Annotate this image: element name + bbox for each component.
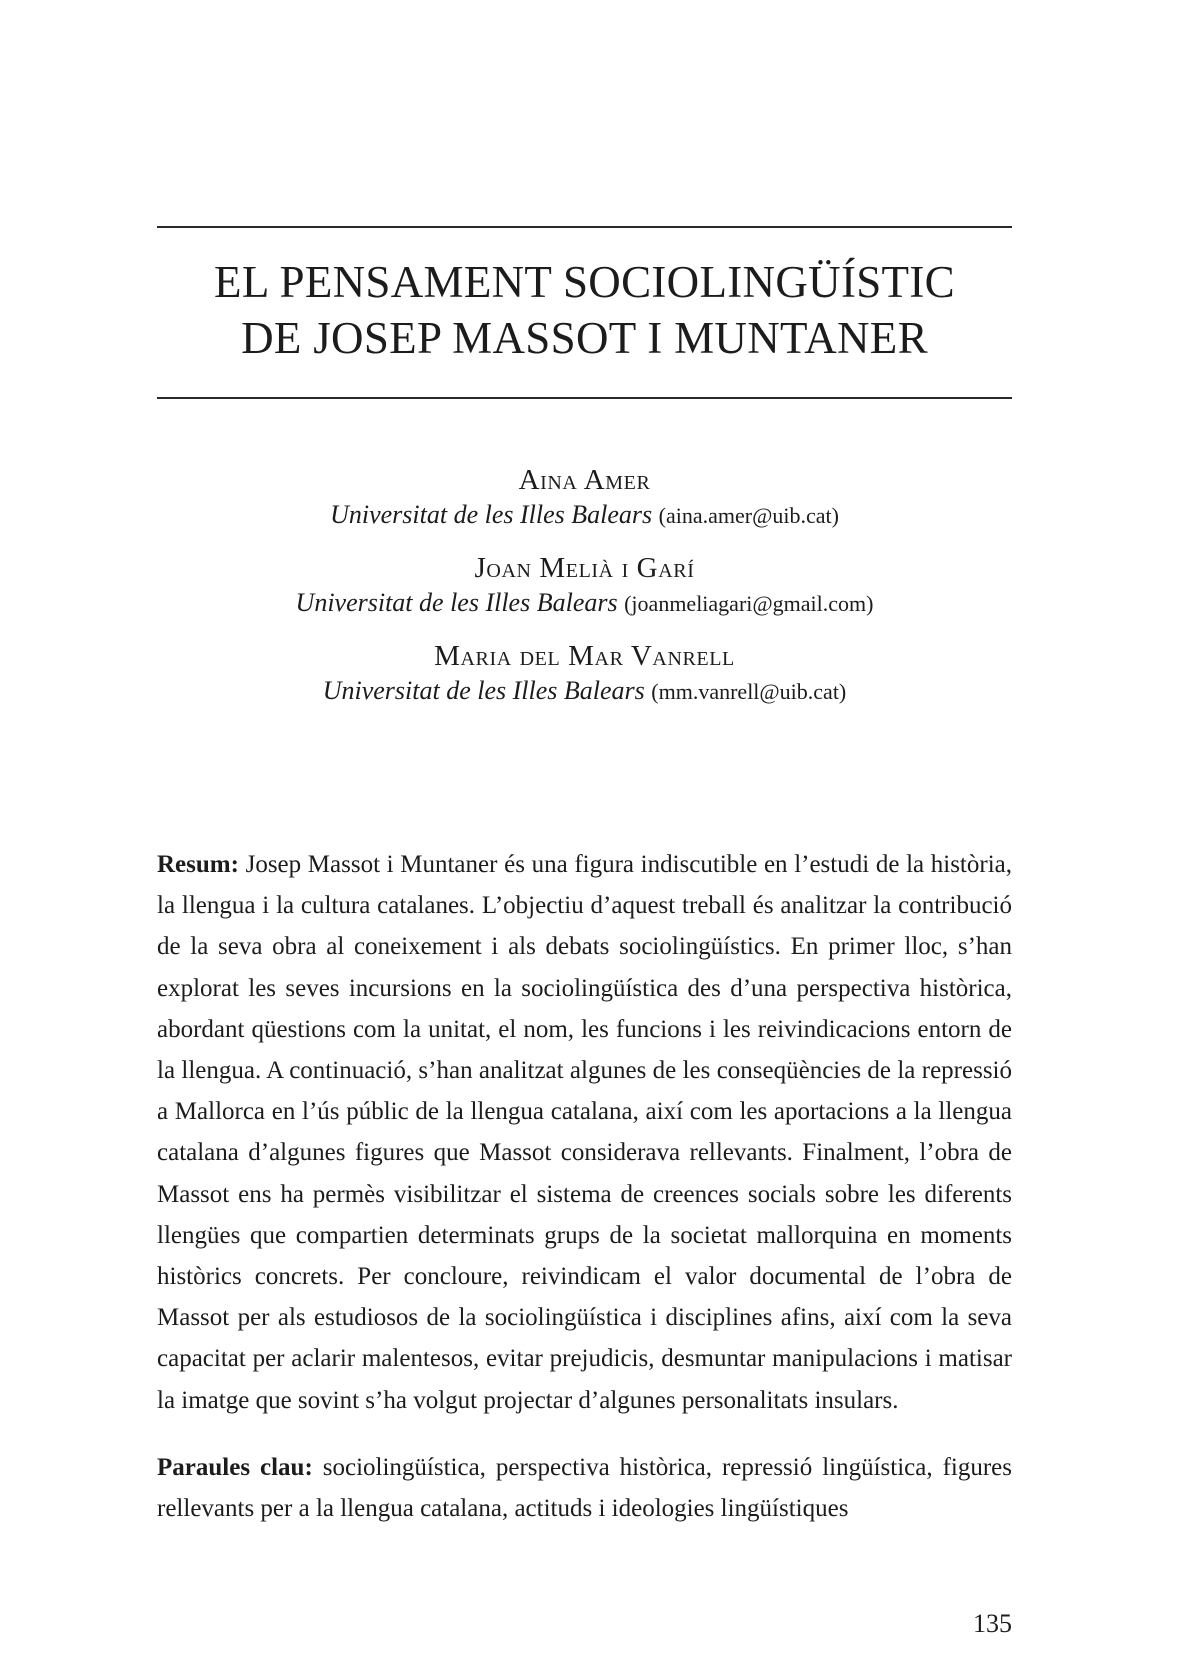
keywords-text: sociolingüística, perspectiva històrica, repressió lingüística, figures rellevants per a la llengua catalana, actituds i ideologies lingüístiques bbox=[157, 1454, 1012, 1523]
author-institution: Universitat de les Illes Balears bbox=[330, 500, 653, 529]
article-title bbox=[157, 254, 1012, 366]
author-affiliation bbox=[157, 498, 1012, 533]
author-email: (mm.vanrell@uib.cat) bbox=[651, 679, 847, 704]
author-list bbox=[157, 462, 1012, 726]
author-email: (aina.amer@uib.cat) bbox=[658, 503, 839, 528]
page-number: 135 bbox=[973, 1609, 1012, 1638]
abstract-text: Josep Massot i Muntaner és una figura indiscutible en l’estudi de la història, la llengua i la cultura catalanes. L’objectiu d’aquest treball és analitzar la contribució de la seva obra al coneixement i als debats sociolingüístics. En primer lloc, s’han explorat les seves incursions en la sociolingüística des d’una perspectiva històrica, abordant qüestions com la unitat, el nom, les funcions i les reivindicacions entorn de la llengua. A continuació, s’han analitzat algunes de les conseqüències de la repressió a Mallorca en l’ús públic de la llengua catalana, així com les aportacions a la llengua catalana d’algunes figures que Massot considerava rellevants. Finalment, l’obra de Massot ens ha permès visibilitzar el sistema de creences socials sobre les diferents llengües que compartien determinats grups de la societat mallorquina en moments històrics concrets. Per concloure, reivindicam el valor documental de l’obra de Massot per als estudiosos de la sociolingüística i disciplines afins, així com la seva capacitat per aclarir malentesos, evitar prejudicis, desmuntar manipulacions i matisar la imatge que sovint s’ha volgut projectar d’algunes personalitats insulars. bbox=[157, 851, 1012, 1414]
author-institution: Universitat de les Illes Balears bbox=[295, 588, 618, 617]
author-block bbox=[157, 550, 1012, 621]
author-affiliation bbox=[157, 674, 1012, 709]
author-affiliation bbox=[157, 586, 1012, 621]
article-title-line-2: DE JOSEP MASSOT I MUNTANER bbox=[241, 313, 928, 363]
abstract-label: Resum: bbox=[157, 851, 239, 878]
keywords bbox=[157, 1447, 1012, 1529]
article-title-line-1: EL PENSAMENT SOCIOLINGÜÍSTIC bbox=[214, 257, 955, 307]
author-name: Joan Melià i Garí bbox=[474, 552, 695, 584]
keywords-label: Paraules clau: bbox=[157, 1454, 313, 1481]
author-name: Aina Amer bbox=[518, 464, 651, 496]
title-rule-top bbox=[157, 226, 1012, 228]
author-block bbox=[157, 638, 1012, 709]
author-email: (joanmeliagari@gmail.com) bbox=[624, 591, 874, 616]
author-block bbox=[157, 462, 1012, 533]
abstract bbox=[157, 844, 1012, 1421]
author-institution: Universitat de les Illes Balears bbox=[322, 676, 645, 705]
title-rule-bottom bbox=[157, 397, 1012, 399]
author-name: Maria del Mar Vanrell bbox=[434, 640, 735, 672]
